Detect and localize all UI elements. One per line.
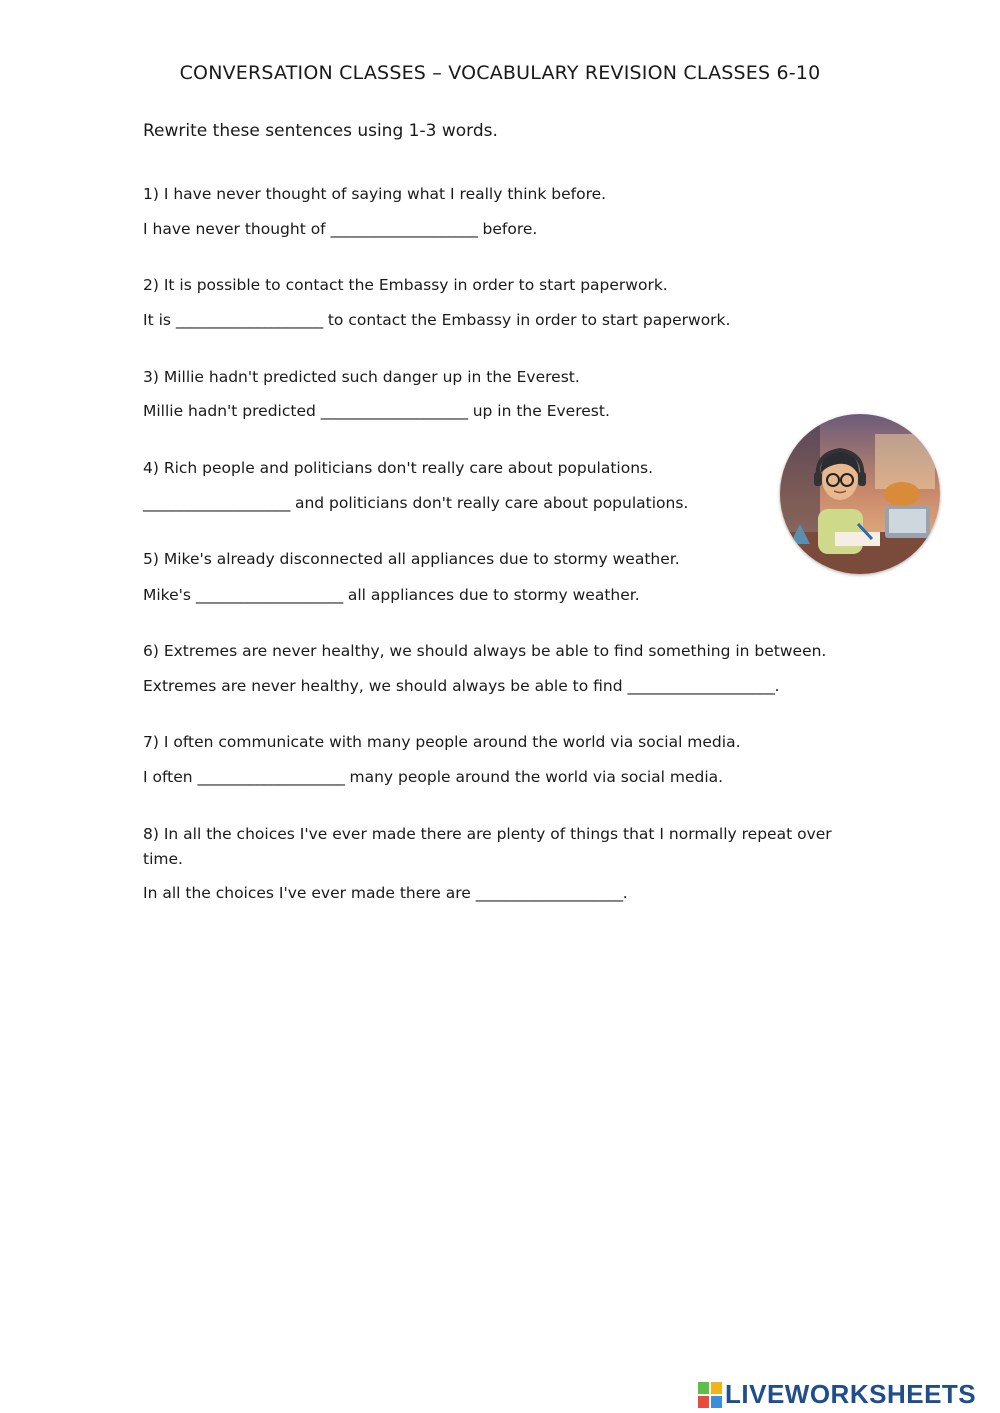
question-7-answer-line: I often ____________________ many people around the world via social media. [143, 768, 724, 786]
answer-blank-7[interactable]: ____________________ [197, 768, 345, 786]
answer-blank-4[interactable]: ____________________ [143, 494, 291, 512]
question-1-answer-line: I have never thought of ____________________ before. [143, 220, 538, 238]
instruction: Rewrite these sentences using 1-3 words. [143, 121, 498, 141]
question-4-prompt: 4) Rich people and politicians don't really care about populations. [143, 459, 654, 477]
question-2-answer-line: It is ____________________ to contact the Embassy in order to start paperwork. [143, 311, 731, 329]
question-7-prompt: 7) I often communicate with many people around the world via social media. [143, 733, 741, 751]
question-3-prompt: 3) Millie hadn't predicted such danger up in the Everest. [143, 368, 580, 386]
answer-blank-1[interactable]: ____________________ [330, 220, 478, 238]
question-6-answer-line: Extremes are never healthy, we should always be able to find ____________________. [143, 677, 780, 695]
question-8-prompt: 8) In all the choices I've ever made there are plenty of things that I normally repeat over time. [143, 825, 832, 868]
answer-blank-6[interactable]: ____________________ [627, 677, 775, 695]
question-6-prompt: 6) Extremes are never healthy, we should always be able to find something in between. [143, 642, 827, 660]
question-2-prompt: 2) It is possible to contact the Embassy in order to start paperwork. [143, 276, 668, 294]
liveworksheets-logo[interactable] [698, 1379, 976, 1410]
worksheet-title: CONVERSATION CLASSES – VOCABULARY REVISION CLASSES 6-10 [179, 62, 821, 84]
student-avatar-illustration [780, 414, 940, 574]
question-1-prompt: 1) I have never thought of saying what I really think before. [143, 185, 607, 203]
answer-blank-2[interactable]: ____________________ [175, 311, 323, 329]
question-5-answer-line: Mike's ____________________ all appliances due to stormy weather. [143, 586, 640, 604]
question-3-answer-line: Millie hadn't predicted ____________________ up in the Everest. [143, 402, 610, 420]
question-4-answer-line: ____________________ and politicians don't really care about populations. [143, 494, 689, 512]
brand-name: LIVEWORKSHEETS [725, 1379, 977, 1409]
answer-blank-5[interactable]: ____________________ [195, 586, 343, 604]
answer-blank-8[interactable]: ____________________ [475, 884, 623, 902]
logo-mark-icon [698, 1382, 722, 1408]
answer-blank-3[interactable]: ____________________ [320, 402, 468, 420]
question-5-prompt: 5) Mike's already disconnected all appliances due to stormy weather. [143, 550, 680, 568]
question-8-answer-line: In all the choices I've ever made there are ____________________. [143, 884, 628, 902]
